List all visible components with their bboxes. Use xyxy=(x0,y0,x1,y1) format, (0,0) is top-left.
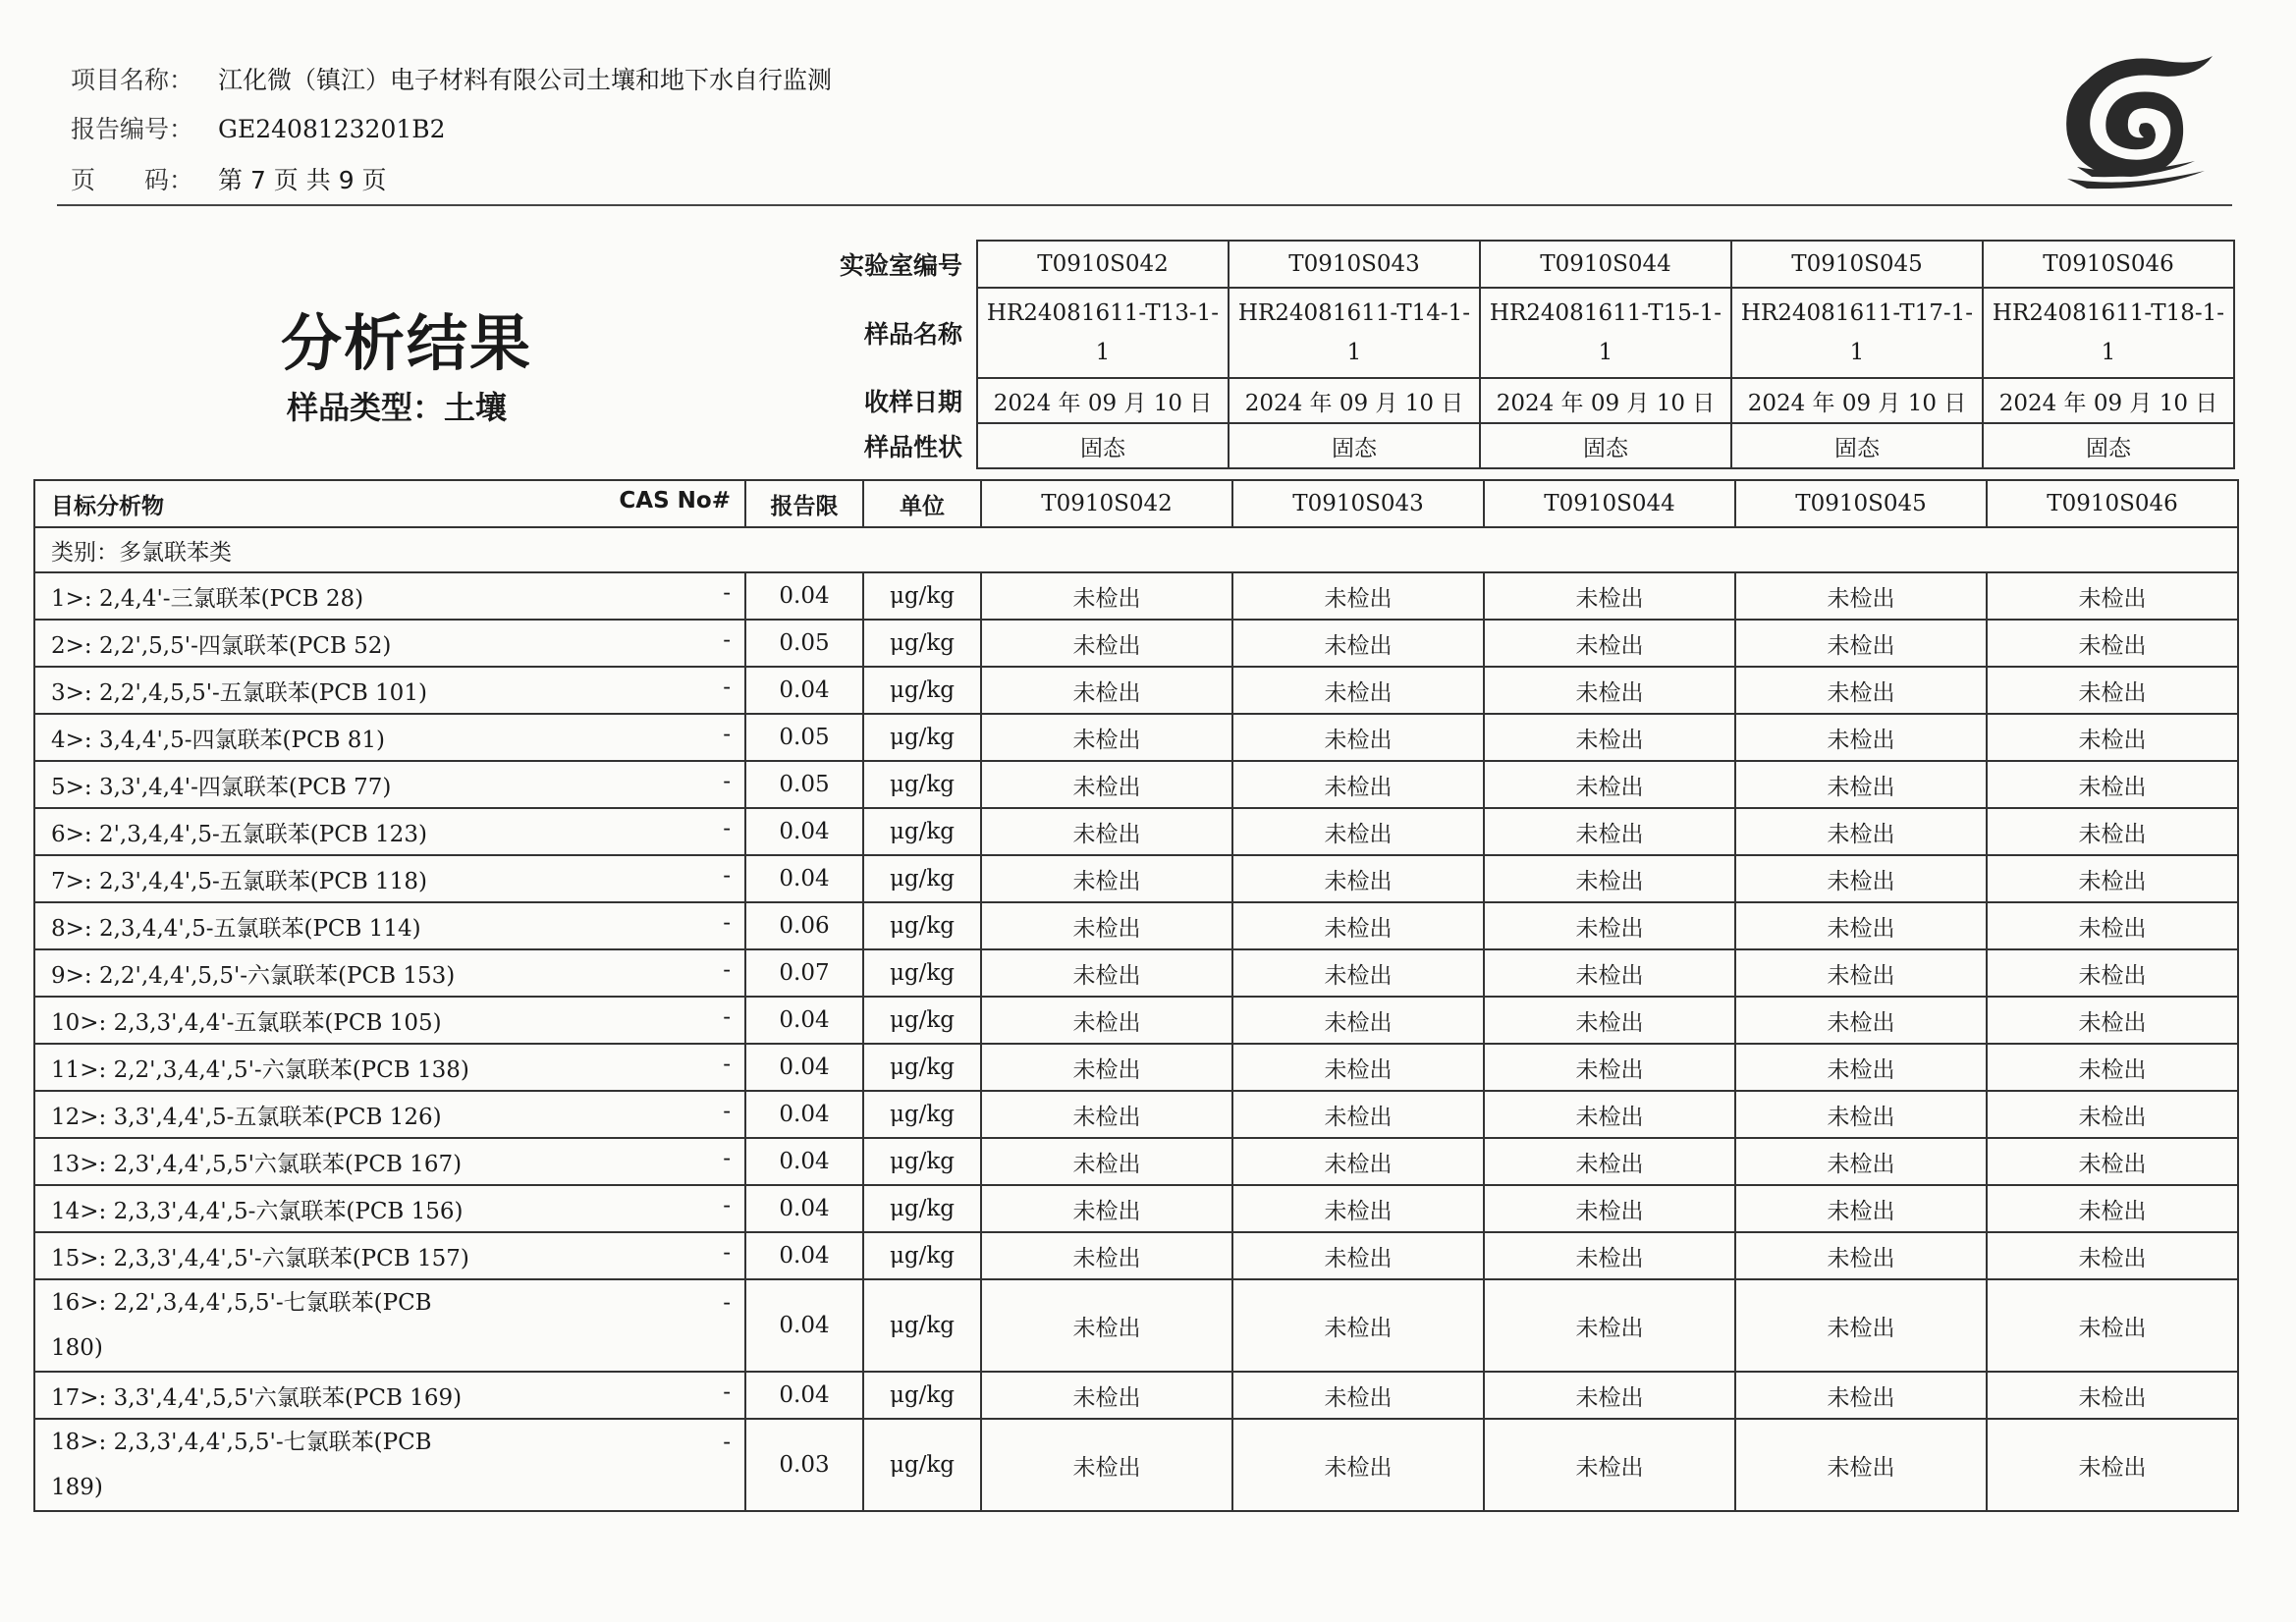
sample-state-cell: 固态 xyxy=(977,423,1229,468)
analyte-cell xyxy=(34,572,745,620)
result-value: 未检出 xyxy=(981,997,1232,1044)
sample-name-line1: HR24081611-T14-1- xyxy=(1237,300,1471,326)
limit-value: 0.04 xyxy=(745,1044,863,1091)
sample-name-line1: HR24081611-T18-1- xyxy=(1992,300,2225,326)
sample-type: 样品类型：土壤 xyxy=(287,389,508,426)
result-value: 未检出 xyxy=(981,949,1232,997)
receipt-date-cell: 2024 年 09 月 10 日 xyxy=(977,378,1229,423)
result-value: 未检出 xyxy=(981,808,1232,855)
result-value: 未检出 xyxy=(981,1232,1232,1279)
result-value: 未检出 xyxy=(1484,997,1735,1044)
result-value: 未检出 xyxy=(1232,1232,1484,1279)
meta-row-date xyxy=(820,378,2234,423)
lab-id-cell: T0910S044 xyxy=(1480,241,1731,288)
cas-value: - xyxy=(723,862,731,889)
result-value: 未检出 xyxy=(1735,1419,1987,1511)
results-body xyxy=(34,572,2238,1511)
result-value: 未检出 xyxy=(981,1138,1232,1185)
cas-value: - xyxy=(723,674,731,700)
unit-value: μg/kg xyxy=(863,1372,981,1419)
limit-value: 0.04 xyxy=(745,1279,863,1372)
cas-value: - xyxy=(723,1379,731,1405)
analyte-header xyxy=(34,480,745,527)
result-value: 未检出 xyxy=(1987,1279,2238,1372)
result-value: 未检出 xyxy=(1232,572,1484,620)
result-value: 未检出 xyxy=(1735,1044,1987,1091)
cas-value: - xyxy=(723,768,731,794)
result-value: 未检出 xyxy=(1735,1372,1987,1419)
result-value: 未检出 xyxy=(1484,1138,1735,1185)
report-number: GE2408123201B2 xyxy=(218,115,446,143)
receipt-date-label: 收样日期 xyxy=(863,388,962,416)
cas-value: - xyxy=(723,1003,731,1030)
result-value: 未检出 xyxy=(1987,1091,2238,1138)
sample-state-cell: 固态 xyxy=(1731,423,1983,468)
result-value: 未检出 xyxy=(1484,667,1735,714)
unit-value: μg/kg xyxy=(863,902,981,949)
analyte-cell xyxy=(34,1372,745,1419)
unit-value: μg/kg xyxy=(863,1232,981,1279)
project-label: 项目名称： xyxy=(71,66,194,94)
cas-value: - xyxy=(723,909,731,936)
result-value: 未检出 xyxy=(1987,1419,2238,1511)
sample-id-header: T0910S045 xyxy=(1735,480,1987,527)
limit-value: 0.04 xyxy=(745,1091,863,1138)
table-row xyxy=(34,808,2238,855)
sample-id-header: T0910S043 xyxy=(1232,480,1484,527)
analyte-name: 10>: 2,3,3',4,4'-五氯联苯(PCB 105) xyxy=(51,1009,442,1036)
result-value: 未检出 xyxy=(1735,620,1987,667)
cas-value: - xyxy=(723,956,731,983)
result-value: 未检出 xyxy=(1735,902,1987,949)
sample-name-cell xyxy=(1731,288,1983,378)
receipt-date-cell: 2024 年 09 月 10 日 xyxy=(1983,378,2234,423)
sample-name-line1: HR24081611-T15-1- xyxy=(1489,300,1722,326)
result-value: 未检出 xyxy=(1987,949,2238,997)
result-value: 未检出 xyxy=(1735,808,1987,855)
table-row xyxy=(34,949,2238,997)
result-value: 未检出 xyxy=(981,714,1232,761)
sample-name-line2: 1 xyxy=(1598,340,1613,365)
analyte-name: 11>: 2,2',3,4,4',5'-六氯联苯(PCB 138) xyxy=(51,1056,469,1083)
analyte-name: 2>: 2,2',5,5'-四氯联苯(PCB 52) xyxy=(51,632,392,659)
sample-name-line1: HR24081611-T17-1- xyxy=(1740,300,1974,326)
table-row xyxy=(34,620,2238,667)
analyte-cell xyxy=(34,620,745,667)
result-value: 未检出 xyxy=(981,1091,1232,1138)
cas-header-label: CAS No# xyxy=(619,487,731,514)
unit-value: μg/kg xyxy=(863,997,981,1044)
analyte-name: 6>: 2',3,4,4',5-五氯联苯(PCB 123) xyxy=(51,821,427,847)
analyte-name: 1>: 2,4,4'-三氯联苯(PCB 28) xyxy=(51,585,364,612)
result-value: 未检出 xyxy=(1232,761,1484,808)
cas-value: - xyxy=(723,1192,731,1218)
analyte-cell xyxy=(34,997,745,1044)
limit-value: 0.04 xyxy=(745,1372,863,1419)
limit-value: 0.04 xyxy=(745,667,863,714)
result-value: 未检出 xyxy=(1987,1044,2238,1091)
analyte-cell xyxy=(34,902,745,949)
result-value: 未检出 xyxy=(1232,1044,1484,1091)
result-value: 未检出 xyxy=(1987,1232,2238,1279)
result-value: 未检出 xyxy=(1735,1091,1987,1138)
limit-value: 0.05 xyxy=(745,714,863,761)
limit-value: 0.04 xyxy=(745,1232,863,1279)
analyte-name-cont: 189) xyxy=(51,1475,103,1500)
result-value: 未检出 xyxy=(1484,808,1735,855)
result-value: 未检出 xyxy=(981,1372,1232,1419)
result-value: 未检出 xyxy=(1987,808,2238,855)
cas-value: - xyxy=(723,1430,731,1455)
analyte-cell xyxy=(34,1138,745,1185)
limit-value: 0.04 xyxy=(745,997,863,1044)
result-value: 未检出 xyxy=(1987,902,2238,949)
result-value: 未检出 xyxy=(981,1419,1232,1511)
result-value: 未检出 xyxy=(1232,949,1484,997)
limit-value: 0.05 xyxy=(745,761,863,808)
meta-row-lab xyxy=(820,241,2234,288)
result-value: 未检出 xyxy=(981,1185,1232,1232)
result-value: 未检出 xyxy=(1232,1279,1484,1372)
result-value: 未检出 xyxy=(1232,714,1484,761)
analyte-cell xyxy=(34,808,745,855)
table-row xyxy=(34,1091,2238,1138)
sample-name-line1: HR24081611-T13-1- xyxy=(986,300,1220,326)
result-value: 未检出 xyxy=(1484,902,1735,949)
sample-state-cell: 固态 xyxy=(1229,423,1480,468)
sample-id-header: T0910S042 xyxy=(981,480,1232,527)
result-value: 未检出 xyxy=(1735,667,1987,714)
cas-value: - xyxy=(723,579,731,606)
project-row xyxy=(71,61,832,96)
analyte-name: 14>: 2,3,3',4,4',5-六氯联苯(PCB 156) xyxy=(51,1198,464,1224)
sample-state-cell: 固态 xyxy=(1480,423,1731,468)
limit-value: 0.04 xyxy=(745,855,863,902)
table-row xyxy=(34,1419,2238,1511)
unit-value: μg/kg xyxy=(863,1091,981,1138)
unit-value: μg/kg xyxy=(863,1185,981,1232)
cas-value: - xyxy=(723,1098,731,1124)
sample-name-line2: 1 xyxy=(2101,340,2116,365)
limit-value: 0.06 xyxy=(745,902,863,949)
table-row xyxy=(34,1232,2238,1279)
result-value: 未检出 xyxy=(1484,1185,1735,1232)
analyte-name: 3>: 2,2',4,5,5'-五氯联苯(PCB 101) xyxy=(51,679,427,706)
result-value: 未检出 xyxy=(1232,1091,1484,1138)
result-value: 未检出 xyxy=(981,667,1232,714)
result-value: 未检出 xyxy=(1987,714,2238,761)
unit-value: μg/kg xyxy=(863,572,981,620)
result-value: 未检出 xyxy=(1484,572,1735,620)
result-value: 未检出 xyxy=(1987,1138,2238,1185)
analyte-cell xyxy=(34,1185,745,1232)
result-value: 未检出 xyxy=(1484,714,1735,761)
result-value: 未检出 xyxy=(1735,1232,1987,1279)
results-header-row xyxy=(34,480,2238,527)
lab-id-cell: T0910S043 xyxy=(1229,241,1480,288)
lab-id-cell: T0910S046 xyxy=(1983,241,2234,288)
table-row xyxy=(34,1138,2238,1185)
result-value: 未检出 xyxy=(1232,1138,1484,1185)
result-value: 未检出 xyxy=(1484,1372,1735,1419)
analyte-name: 16>: 2,2',3,4,4',5,5'-七氯联苯(PCB xyxy=(51,1290,432,1316)
cas-value: - xyxy=(723,626,731,653)
limit-value: 0.07 xyxy=(745,949,863,997)
analyte-name-cont: 180) xyxy=(51,1335,103,1361)
analyte-name: 12>: 3,3',4,4',5-五氯联苯(PCB 126) xyxy=(51,1104,442,1130)
result-value: 未检出 xyxy=(1987,855,2238,902)
result-value: 未检出 xyxy=(981,620,1232,667)
category-label: 类别：多氯联苯类 xyxy=(34,527,2238,572)
result-value: 未检出 xyxy=(1484,620,1735,667)
result-value: 未检出 xyxy=(1987,997,2238,1044)
result-value: 未检出 xyxy=(1735,855,1987,902)
meta-row-name xyxy=(820,288,2234,378)
result-value: 未检出 xyxy=(1735,1279,1987,1372)
table-row xyxy=(34,1279,2238,1372)
unit-value: μg/kg xyxy=(863,761,981,808)
table-row xyxy=(34,761,2238,808)
result-value: 未检出 xyxy=(1232,808,1484,855)
page-label: 页 码： xyxy=(71,166,194,194)
receipt-date-cell: 2024 年 09 月 10 日 xyxy=(1480,378,1731,423)
sample-name-line2: 1 xyxy=(1346,340,1362,365)
cas-value: - xyxy=(723,1290,731,1316)
sample-id-header: T0910S044 xyxy=(1484,480,1735,527)
result-value: 未检出 xyxy=(1735,997,1987,1044)
unit-value: μg/kg xyxy=(863,667,981,714)
analyte-name: 18>: 2,3,3',4,4',5,5'-七氯联苯(PCB xyxy=(51,1430,432,1455)
company-logo-icon xyxy=(2048,41,2219,198)
analyte-name: 8>: 2,3,4,4',5-五氯联苯(PCB 114) xyxy=(51,915,421,942)
result-value: 未检出 xyxy=(1484,1044,1735,1091)
table-row xyxy=(34,714,2238,761)
result-value: 未检出 xyxy=(1484,1091,1735,1138)
result-value: 未检出 xyxy=(1735,949,1987,997)
analyte-cell xyxy=(34,1091,745,1138)
table-row xyxy=(34,572,2238,620)
page-title: 分析结果 xyxy=(281,307,533,379)
analyte-cell xyxy=(34,855,745,902)
result-value: 未检出 xyxy=(981,761,1232,808)
result-value: 未检出 xyxy=(1232,902,1484,949)
unit-value: μg/kg xyxy=(863,855,981,902)
unit-value: μg/kg xyxy=(863,1044,981,1091)
analyte-name: 9>: 2,2',4,4',5,5'-六氯联苯(PCB 153) xyxy=(51,962,456,989)
result-value: 未检出 xyxy=(1735,761,1987,808)
result-value: 未检出 xyxy=(1735,1185,1987,1232)
lab-id-cell: T0910S042 xyxy=(977,241,1229,288)
result-value: 未检出 xyxy=(1987,620,2238,667)
result-value: 未检出 xyxy=(1232,620,1484,667)
result-value: 未检出 xyxy=(1987,572,2238,620)
analyte-name: 4>: 3,4,4',5-四氯联苯(PCB 81) xyxy=(51,727,386,753)
result-value: 未检出 xyxy=(1735,714,1987,761)
sample-name-line2: 1 xyxy=(1849,340,1865,365)
table-row xyxy=(34,1044,2238,1091)
table-row xyxy=(34,1372,2238,1419)
cas-value: - xyxy=(723,1051,731,1077)
result-value: 未检出 xyxy=(1484,1279,1735,1372)
report-row xyxy=(71,110,446,145)
result-value: 未检出 xyxy=(1484,1419,1735,1511)
sample-id-header: T0910S046 xyxy=(1987,480,2238,527)
result-value: 未检出 xyxy=(1484,949,1735,997)
analyte-name: 15>: 2,3,3',4,4',5'-六氯联苯(PCB 157) xyxy=(51,1245,469,1271)
result-value: 未检出 xyxy=(1484,1232,1735,1279)
unit-value: μg/kg xyxy=(863,1419,981,1511)
result-value: 未检出 xyxy=(1232,1419,1484,1511)
report-label: 报告编号： xyxy=(71,115,194,143)
analyte-cell xyxy=(34,1419,745,1511)
receipt-date-cell: 2024 年 09 月 10 日 xyxy=(1731,378,1983,423)
sample-name-cell xyxy=(977,288,1229,378)
sample-name-line2: 1 xyxy=(1095,340,1111,365)
table-row xyxy=(34,902,2238,949)
limit-value: 0.04 xyxy=(745,1185,863,1232)
limit-value: 0.05 xyxy=(745,620,863,667)
analyte-name: 7>: 2,3',4,4',5-五氯联苯(PCB 118) xyxy=(51,868,427,894)
analyte-name: 5>: 3,3',4,4'-四氯联苯(PCB 77) xyxy=(51,774,392,800)
result-value: 未检出 xyxy=(981,1044,1232,1091)
unit-value: μg/kg xyxy=(863,808,981,855)
limit-value: 0.04 xyxy=(745,808,863,855)
result-value: 未检出 xyxy=(1987,761,2238,808)
cas-value: - xyxy=(723,1239,731,1266)
lab-id-cell: T0910S045 xyxy=(1731,241,1983,288)
results-table xyxy=(33,479,2239,1512)
result-value: 未检出 xyxy=(1987,667,2238,714)
unit-value: μg/kg xyxy=(863,949,981,997)
unit-value: μg/kg xyxy=(863,1279,981,1372)
analyte-cell xyxy=(34,714,745,761)
limit-header: 报告限 xyxy=(745,480,863,527)
category-row xyxy=(34,527,2238,572)
limit-value: 0.03 xyxy=(745,1419,863,1511)
analyte-cell xyxy=(34,761,745,808)
analyte-cell xyxy=(34,1044,745,1091)
result-value: 未检出 xyxy=(1232,855,1484,902)
unit-value: μg/kg xyxy=(863,714,981,761)
cas-value: - xyxy=(723,815,731,841)
result-value: 未检出 xyxy=(1232,1372,1484,1419)
sample-name-cell xyxy=(1229,288,1480,378)
page-row xyxy=(71,161,387,196)
analyte-cell xyxy=(34,1279,745,1372)
header-divider xyxy=(57,204,2232,206)
limit-value: 0.04 xyxy=(745,1138,863,1185)
sample-state-label: 样品性状 xyxy=(863,433,962,461)
table-row xyxy=(34,1185,2238,1232)
project-value: 江化微（镇江）电子材料有限公司土壤和地下水自行监测 xyxy=(218,66,833,94)
receipt-date-cell: 2024 年 09 月 10 日 xyxy=(1229,378,1480,423)
table-row xyxy=(34,667,2238,714)
analyte-cell xyxy=(34,1232,745,1279)
result-value: 未检出 xyxy=(1987,1372,2238,1419)
result-value: 未检出 xyxy=(1735,1138,1987,1185)
result-value: 未检出 xyxy=(1987,1185,2238,1232)
cas-value: - xyxy=(723,1145,731,1171)
analyte-cell xyxy=(34,949,745,997)
result-value: 未检出 xyxy=(1484,855,1735,902)
unit-value: μg/kg xyxy=(863,1138,981,1185)
result-value: 未检出 xyxy=(1484,761,1735,808)
table-row xyxy=(34,997,2238,1044)
result-value: 未检出 xyxy=(1735,572,1987,620)
table-row xyxy=(34,855,2238,902)
unit-header: 单位 xyxy=(863,480,981,527)
result-value: 未检出 xyxy=(981,572,1232,620)
cas-value: - xyxy=(723,721,731,747)
sample-state-cell: 固态 xyxy=(1983,423,2234,468)
sample-name-label: 样品名称 xyxy=(863,320,962,349)
sample-meta-table xyxy=(820,240,2235,469)
analyte-name: 13>: 2,3',4,4',5,5'六氯联苯(PCB 167) xyxy=(51,1151,463,1177)
result-value: 未检出 xyxy=(1232,667,1484,714)
unit-value: μg/kg xyxy=(863,620,981,667)
result-value: 未检出 xyxy=(981,902,1232,949)
sample-name-cell xyxy=(1983,288,2234,378)
sample-name-cell xyxy=(1480,288,1731,378)
limit-value: 0.04 xyxy=(745,572,863,620)
lab-id-label: 实验室编号 xyxy=(839,251,962,280)
meta-row-state xyxy=(820,423,2234,468)
result-value: 未检出 xyxy=(981,855,1232,902)
page-number: 第 7 页 共 9 页 xyxy=(218,166,387,194)
result-value: 未检出 xyxy=(1232,1185,1484,1232)
result-value: 未检出 xyxy=(981,1279,1232,1372)
analyte-name: 17>: 3,3',4,4',5,5'六氯联苯(PCB 169) xyxy=(51,1384,463,1411)
analyte-header-label: 目标分析物 xyxy=(51,493,164,519)
analyte-cell xyxy=(34,667,745,714)
result-value: 未检出 xyxy=(1232,997,1484,1044)
